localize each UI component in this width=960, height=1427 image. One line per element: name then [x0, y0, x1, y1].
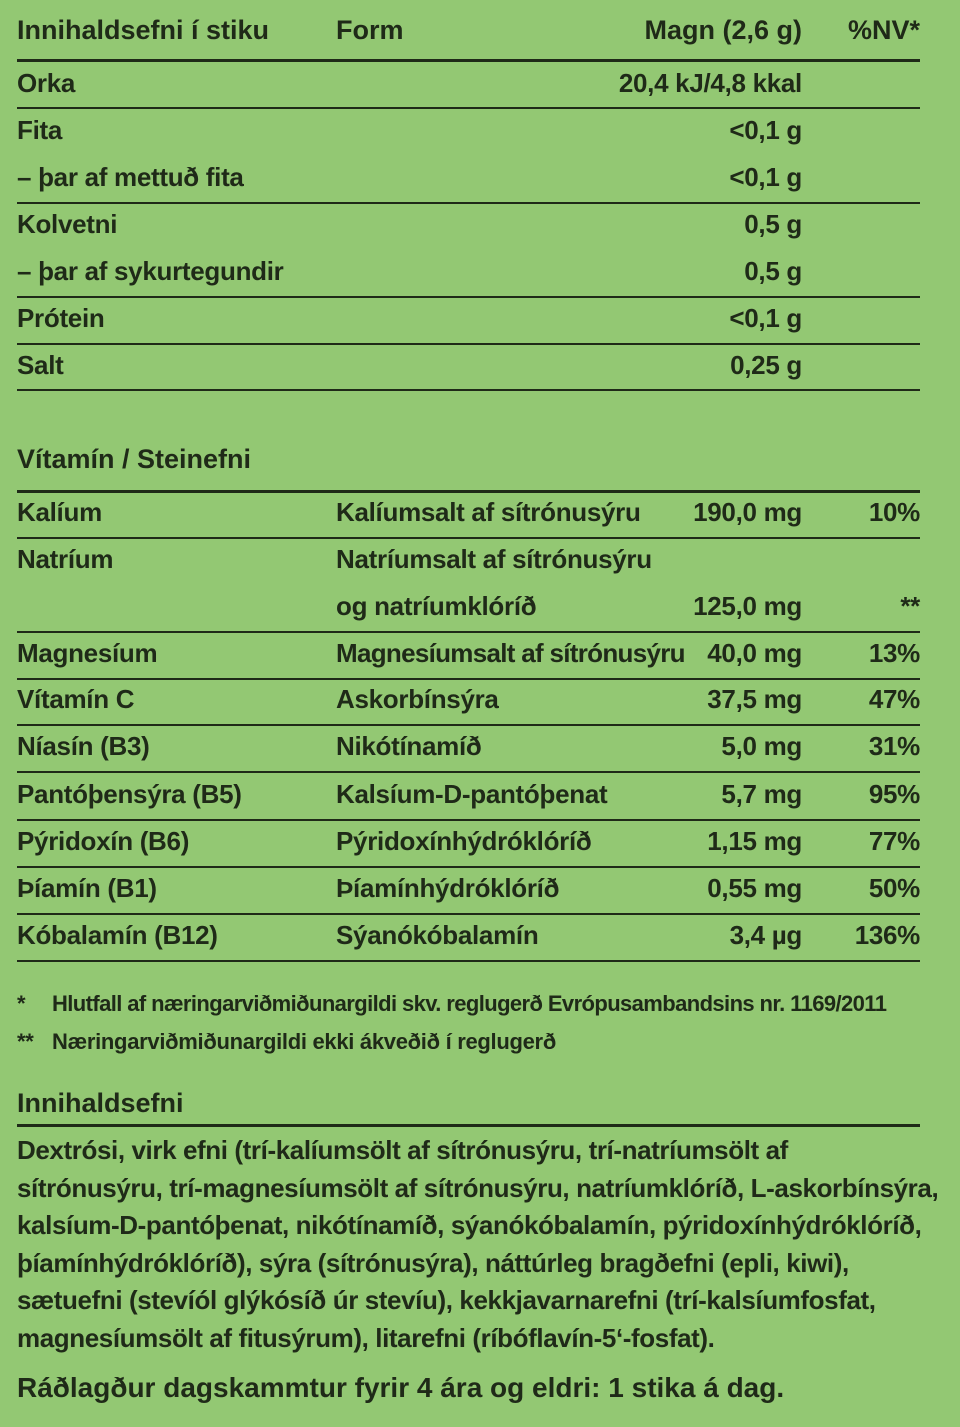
vitamin-row-name: Kóbalamín (B12) [17, 920, 218, 950]
vitamin-row-form: Magnesíumsalt af sítrónusýru [336, 638, 685, 668]
vitamin-row-form: Askorbínsýra [336, 684, 499, 714]
vitamin-row-nv: 10% [868, 497, 920, 527]
row-divider [17, 866, 920, 868]
vitamin-row-nv: 47% [868, 684, 920, 714]
row-divider [17, 960, 920, 962]
ingredients-line: magnesíumsölt af fitusýrum), litarefni (ríbóflavín-5‘-fosfat). [17, 1322, 715, 1353]
nutrition-row-name: Orka [17, 68, 76, 98]
ingredients-line: kalsíum-D-pantóþenat, nikótínamíð, sýanókóbalamín, pýridoxínhýdróklóríð, [17, 1210, 922, 1240]
vitamin-row-nv: 13% [868, 638, 920, 668]
vitamin-row-name: Pantóþensýra (B5) [17, 779, 242, 809]
column-header-nv: %NV* [847, 15, 920, 45]
ingredients-line: þíamínhýdróklóríð), sýra (sítrónusýra), náttúrleg bragðefni (epli, kiwi), [17, 1247, 849, 1278]
row-divider [17, 107, 920, 109]
vitamin-row-amount: 5,7 mg [721, 779, 802, 809]
vitamin-row-nv: 77% [868, 826, 920, 856]
footnote-mark: * [17, 991, 26, 1016]
nutrition-row-name: – þar af sykurtegundir [17, 256, 284, 286]
column-header-amount: Magn (2,6 g) [644, 15, 802, 45]
ingredients-line: Dextrósi, virk efni (trí-kalíumsölt af sítrónusýru, trí-natríumsölt af [17, 1135, 788, 1165]
vitamin-row-name: Kalíum [17, 497, 102, 527]
ingredients-divider [17, 1124, 920, 1127]
vitamin-row-form: Natríumsalt af sítrónusýru [336, 544, 652, 574]
row-divider [17, 537, 920, 539]
footnote-text: Næringarviðmiðunargildi ekki ákveðið í reglugerð [52, 1029, 556, 1054]
row-divider [17, 771, 920, 773]
vitamins-divider [17, 490, 920, 493]
row-divider [17, 631, 920, 633]
column-header-form: Form [336, 15, 404, 45]
nutrition-row-amount: <0,1 g [729, 115, 802, 145]
nutrition-row-amount: <0,1 g [729, 162, 802, 192]
vitamin-row-name: Níasín (B3) [17, 731, 150, 761]
vitamin-row-amount: 5,0 mg [721, 731, 802, 761]
vitamin-row-name: Vítamín C [17, 684, 135, 714]
vitamin-row-amount: 190,0 mg [693, 497, 802, 527]
vitamin-row-amount: 40,0 mg [707, 638, 802, 668]
nutrition-row-name: Salt [17, 350, 64, 380]
vitamin-row-amount: 37,5 mg [707, 684, 802, 714]
vitamin-row-name: Pýridoxín (B6) [17, 826, 190, 856]
nutrition-row-amount: 0,5 g [744, 209, 802, 239]
row-divider [17, 389, 920, 391]
nutrition-row-name: Prótein [17, 303, 105, 333]
vitamin-row-nv: 136% [854, 920, 920, 950]
vitamin-row-nv: 95% [868, 779, 920, 809]
row-divider [17, 724, 920, 726]
nutrition-row-amount: <0,1 g [729, 303, 802, 333]
vitamin-row-form: Þíamínhýdróklóríð [336, 873, 560, 903]
row-divider [17, 678, 920, 680]
ingredients-title: Innihaldsefni [17, 1088, 184, 1118]
nutrition-row-amount: 20,4 kJ/4,8 kkal [618, 68, 802, 98]
vitamin-row-name: Natríum [17, 544, 114, 574]
row-divider [17, 296, 920, 298]
vitamin-row-form-continued: og natríumklóríð [336, 591, 537, 621]
vitamin-row-amount: 0,55 mg [707, 873, 802, 903]
nutrition-row-name: – þar af mettuð fita [17, 162, 244, 192]
row-divider [17, 913, 920, 915]
row-divider [17, 819, 920, 821]
vitamin-row-nv: 50% [868, 873, 920, 903]
nutrition-row-amount: 0,25 g [730, 350, 802, 380]
ingredients-line: sætuefni (stevíól glýkósíð úr stevíu), kekkjavarnarefni (trí-kalsíumfosfat, [17, 1285, 876, 1315]
vitamin-row-name: Þíamín (B1) [17, 873, 157, 903]
nutrition-row-amount: 0,5 g [744, 256, 802, 286]
vitamin-row-form: Pýridoxínhýdróklóríð [336, 826, 592, 856]
vitamin-row-amount: 1,15 mg [707, 826, 802, 856]
footnote-text: Hlutfall af næringarviðmiðunargildi skv. reglugerð Evrópusambandsins nr. 1169/2011 [52, 991, 887, 1016]
footnote-mark: ** [17, 1029, 34, 1054]
vitamin-row-form: Nikótínamíð [336, 731, 482, 761]
vitamin-row-amount: 125,0 mg [693, 591, 802, 621]
row-divider [17, 202, 920, 204]
vitamin-row-form: Kalsíum-D-pantóþenat [336, 779, 608, 809]
vitamin-row-name: Magnesíum [17, 638, 158, 668]
vitamin-row-nv: 31% [868, 731, 920, 761]
vitamins-title: Vítamín / Steinefni [17, 444, 252, 474]
vitamin-row-form: Sýanókóbalamín [336, 920, 539, 950]
nutrition-row-name: Kolvetni [17, 209, 118, 239]
header-divider [17, 59, 920, 62]
vitamin-row-form: Kalíumsalt af sítrónusýru [336, 497, 641, 527]
column-header-ingredient: Innihaldsefni í stiku [17, 15, 270, 45]
nutrition-row-name: Fita [17, 115, 63, 145]
dosage-recommendation: Ráðlagður dagskammtur fyrir 4 ára og eldri: 1 stika á dag. [17, 1372, 785, 1403]
vitamin-row-amount: 3,4 µg [729, 920, 802, 950]
row-divider [17, 343, 920, 345]
vitamin-row-nv: ** [900, 591, 920, 621]
ingredients-paragraph [17, 1132, 952, 1357]
ingredients-line: sítrónusýru, trí-magnesíumsölt af sítrónusýru, natríumklóríð, L-askorbínsýra, [17, 1172, 939, 1203]
